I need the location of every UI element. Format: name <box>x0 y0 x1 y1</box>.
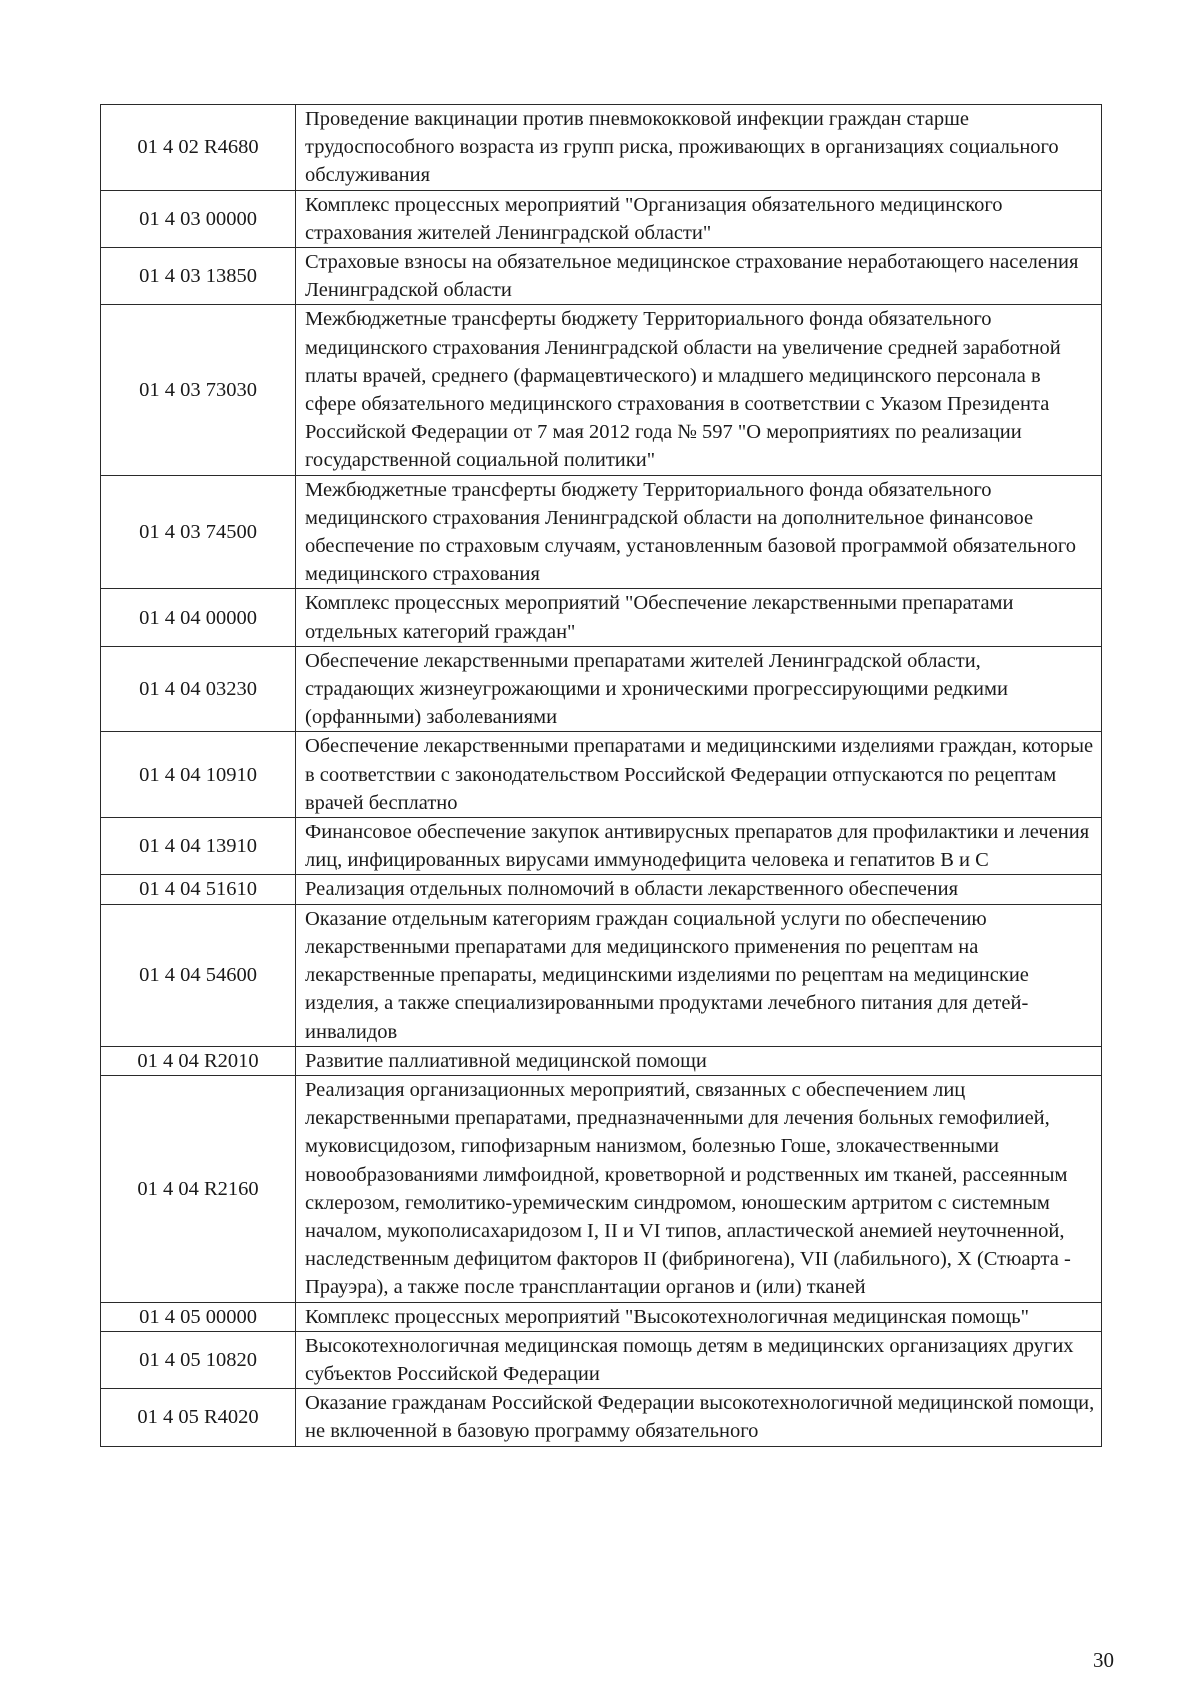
row-code: 01 4 04 54600 <box>101 904 296 1046</box>
table-row <box>101 904 1102 1046</box>
row-code: 01 4 04 R2160 <box>101 1075 296 1302</box>
row-code: 01 4 04 51610 <box>101 875 296 904</box>
row-description: Межбюджетные трансферты бюджету Территориального фонда обязательного медицинского страхования Ленинградской области на дополнительное финансовое обеспечение по страховым случаям, установленным базовой программой обязательного медицинского страхования <box>296 475 1102 589</box>
table-row <box>101 475 1102 589</box>
row-code: 01 4 03 73030 <box>101 305 296 475</box>
row-code: 01 4 03 00000 <box>101 190 296 247</box>
row-description: Обеспечение лекарственными препаратами и медицинскими изделиями граждан, которые в соответствии с законодательством Российской Федерации отпускаются по рецептам врачей бесплатно <box>296 732 1102 818</box>
table-row <box>101 589 1102 646</box>
row-code: 01 4 05 00000 <box>101 1302 296 1331</box>
row-code: 01 4 04 13910 <box>101 818 296 875</box>
row-code: 01 4 04 00000 <box>101 589 296 646</box>
row-description: Проведение вакцинации против пневмококковой инфекции граждан старше трудоспособного возраста из групп риска, проживающих в организациях социального обслуживания <box>296 105 1102 191</box>
table-row <box>101 875 1102 904</box>
row-code: 01 4 04 R2010 <box>101 1046 296 1075</box>
table-row <box>101 190 1102 247</box>
row-code: 01 4 03 74500 <box>101 475 296 589</box>
row-description: Оказание отдельным категориям граждан социальной услуги по обеспечению лекарственными препаратами для медицинского применения по рецептам на лекарственные препараты, медицинскими изделиями по рецептам на медицинские изделия, а также специализированными продуктами лечебного питания для детей-инвалидов <box>296 904 1102 1046</box>
row-description: Оказание гражданам Российской Федерации высокотехнологичной медицинской помощи, не включенной в базовую программу обязательного <box>296 1389 1102 1446</box>
row-code: 01 4 05 10820 <box>101 1331 296 1388</box>
table-row <box>101 1075 1102 1302</box>
row-description: Межбюджетные трансферты бюджету Территориального фонда обязательного медицинского страхования Ленинградской области на увеличение средней заработной платы врачей, среднего (фармацевтического) и младшего медицинского персонала в сфере обязательного медицинского страхования в соответствии с Указом Президента Российской Федерации от 7 мая 2012 года № 597 "О мероприятиях по реализации государственной социальной политики" <box>296 305 1102 475</box>
page-number: 30 <box>1093 1648 1114 1672</box>
row-description: Комплекс процессных мероприятий "Обеспечение лекарственными препаратами отдельных категорий граждан" <box>296 589 1102 646</box>
table-row <box>101 732 1102 818</box>
row-description: Страховые взносы на обязательное медицинское страхование неработающего населения Ленинградской области <box>296 248 1102 305</box>
row-code: 01 4 02 R4680 <box>101 105 296 191</box>
row-description: Высокотехнологичная медицинская помощь детям в медицинских организациях других субъектов Российской Федерации <box>296 1331 1102 1388</box>
table-row <box>101 818 1102 875</box>
row-code: 01 4 04 03230 <box>101 646 296 732</box>
row-description: Финансовое обеспечение закупок антивирусных препаратов для профилактики и лечения лиц, инфицированных вирусами иммунодефицита человека и гепатитов В и С <box>296 818 1102 875</box>
table-row <box>101 646 1102 732</box>
table-row <box>101 1302 1102 1331</box>
table-row <box>101 1046 1102 1075</box>
row-description: Обеспечение лекарственными препаратами жителей Ленинградской области, страдающих жизнеугрожающими и хроническими прогрессирующими редкими (орфанными) заболеваниями <box>296 646 1102 732</box>
row-code: 01 4 05 R4020 <box>101 1389 296 1446</box>
row-description: Развитие паллиативной медицинской помощи <box>296 1046 1102 1075</box>
budget-classification-table <box>100 104 1102 1447</box>
row-description: Реализация отдельных полномочий в области лекарственного обеспечения <box>296 875 1102 904</box>
table-row <box>101 248 1102 305</box>
table-row <box>101 105 1102 191</box>
row-description: Реализация организационных мероприятий, связанных с обеспечением лиц лекарственными препаратами, предназначенными для лечения больных гемофилией, муковисцидозом, гипофизарным нанизмом, болезнью Гоше, злокачественными новообразованиями лимфоидной, кроветворной и родственных им тканей, рассеянным склерозом, гемолитико-уремическим синдромом, юношеским артритом с системным началом, мукополисахаридозом I, II и VI типов, апластической анемией неуточненной, наследственным дефицитом факторов II (фибриногена), VII (лабильного), X (Стюарта - Прауэра), а также после трансплантации органов и (или) тканей <box>296 1075 1102 1302</box>
row-code: 01 4 03 13850 <box>101 248 296 305</box>
row-code: 01 4 04 10910 <box>101 732 296 818</box>
row-description: Комплекс процессных мероприятий "Организация обязательного медицинского страхования жителей Ленинградской области" <box>296 190 1102 247</box>
row-description: Комплекс процессных мероприятий "Высокотехнологичная медицинская помощь" <box>296 1302 1102 1331</box>
table-row <box>101 305 1102 475</box>
table-row <box>101 1331 1102 1388</box>
table-row <box>101 1389 1102 1446</box>
